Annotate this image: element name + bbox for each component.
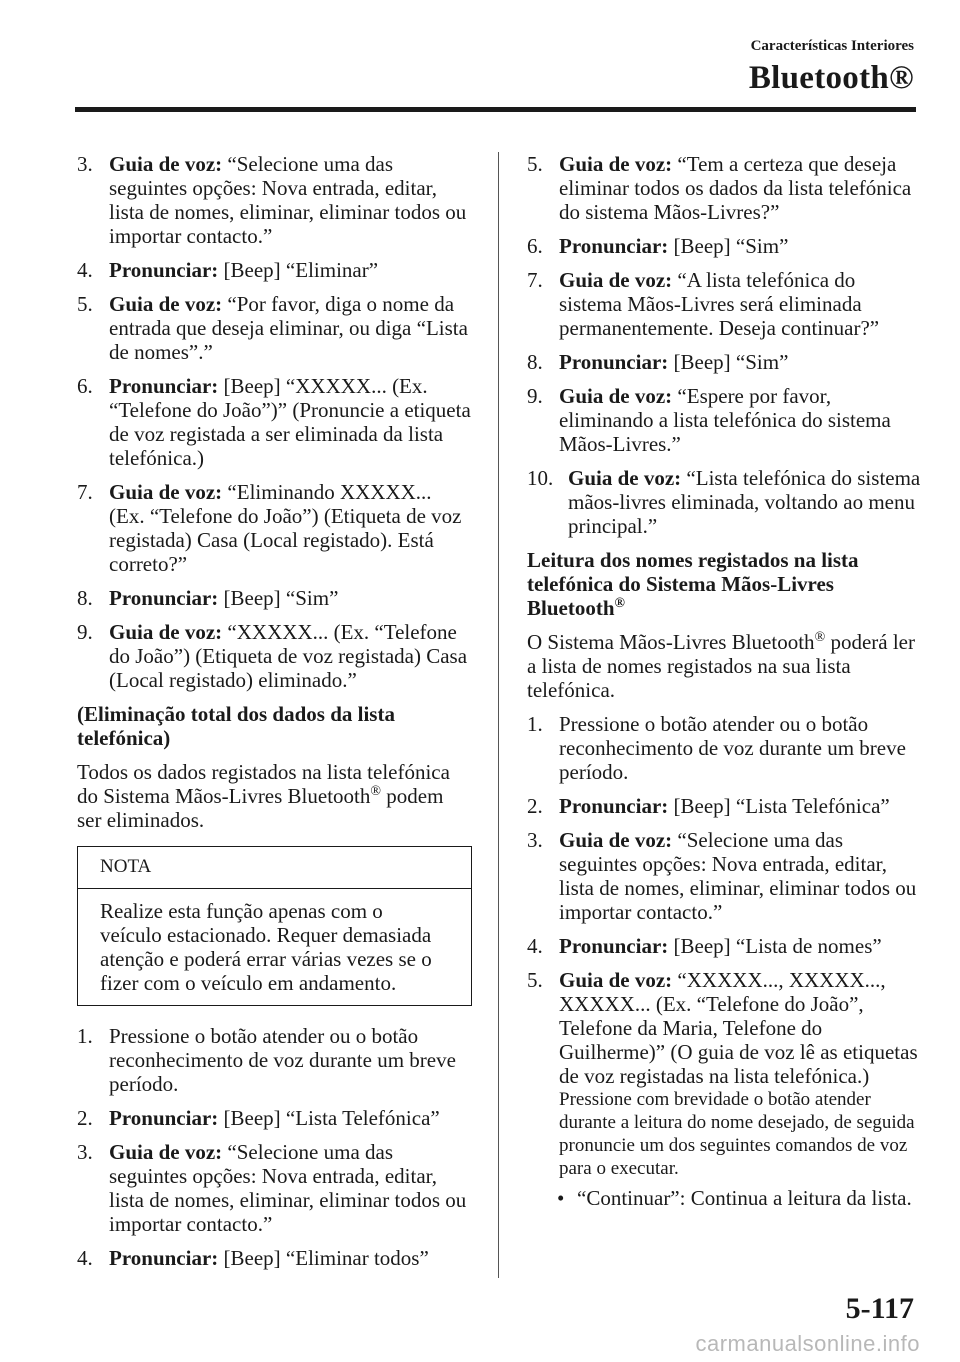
step-label: Pronunciar: [559, 934, 669, 958]
step-item [527, 234, 922, 258]
step-list-b [77, 1024, 472, 1270]
step-label: Guia de voz: [109, 1140, 223, 1164]
step-list-d [527, 712, 922, 958]
step-number: 2. [527, 794, 543, 818]
watermark: carmanualsonline.info [695, 1331, 920, 1356]
step-item [527, 268, 922, 340]
step-text: [Beep] “XXXXX... (Ex. “Telefone do João”)” (Pronuncie a etiqueta de voz registada a ser eliminada da lista telefónica.) [109, 374, 471, 470]
step-label: Pronunciar: [109, 374, 219, 398]
step-text: “Espere por favor, eliminando a lista telefónica do sistema Mãos-Livres.” [559, 384, 891, 456]
step-number: 10. [527, 466, 554, 490]
step-label: Guia de voz: [559, 268, 673, 292]
step-label: Pronunciar: [109, 1246, 219, 1270]
page-title: Bluetooth® [748, 60, 914, 96]
step-number: 8. [527, 350, 543, 374]
header-section-title: Características Interiores [750, 38, 914, 54]
header-rule [75, 107, 916, 112]
step-label: Pronunciar: [109, 586, 219, 610]
step-item [77, 1024, 472, 1096]
column-divider [498, 152, 499, 1278]
step-item [527, 794, 922, 818]
delete-all-paragraph [77, 760, 472, 832]
step-text: “XXXXX... (Ex. “Telefone do João”) (Etiqueta de voz registada) Casa (Local registado) eliminado.” [109, 620, 468, 692]
step-text: [Beep] “Lista de nomes” [668, 934, 882, 958]
step-text: Pressione o botão atender ou o botão reconhecimento de voz durante um breve período. [109, 1024, 456, 1096]
step-number: 4. [77, 1246, 93, 1270]
reading-text-b: poderá ler a lista de nomes registados na sua lista telefónica. [527, 630, 915, 702]
delete-all-text-a: Todos os dados registados na lista telefónica do Sistema Mãos-Livres Bluetooth [77, 760, 450, 808]
step-number: 6. [77, 374, 93, 398]
page-number: 5-117 [845, 1292, 914, 1325]
step-text: “Selecione uma das seguintes opções: Nova entrada, editar, lista de nomes, eliminar, eliminar todos ou importar contacto.” [109, 1140, 467, 1236]
step-text: [Beep] “Sim” [218, 586, 339, 610]
step-text: “XXXXX..., XXXXX..., XXXXX... (Ex. “Telefone do João”, Telefone da Maria, Telefone do Guilherme)” (O guia de voz lê as etiquetas de voz registadas na lista telefónica.) [559, 968, 918, 1088]
step-item [77, 586, 472, 610]
note-title: NOTA [78, 847, 471, 889]
step-item [77, 1246, 472, 1270]
step-number: 3. [77, 1140, 93, 1164]
note-box [77, 846, 472, 1006]
step-item [77, 258, 472, 282]
step-item [527, 968, 922, 1180]
step-label: Guia de voz: [559, 828, 673, 852]
step-number: 4. [527, 934, 543, 958]
step-label: Guia de voz: [109, 480, 223, 504]
step-number: 2. [77, 1106, 93, 1130]
step-number: 7. [527, 268, 543, 292]
step-item [527, 466, 922, 538]
step-text: “Eliminando XXXXX... (Ex. “Telefone do João”) (Etiqueta de voz registada) Casa (Local registado). Está correto?” [109, 480, 462, 576]
left-column [77, 152, 472, 1280]
step-label: Pronunciar: [559, 794, 669, 818]
step-item [527, 384, 922, 456]
step-label: Guia de voz: [109, 152, 223, 176]
step-number: 4. [77, 258, 93, 282]
step-number: 5. [77, 292, 93, 316]
step-number: 1. [527, 712, 543, 736]
step-label: Guia de voz: [559, 968, 673, 992]
registered-mark: ® [814, 630, 826, 645]
step-label: Pronunciar: [559, 350, 669, 374]
step-text: [Beep] “Eliminar” [218, 258, 379, 282]
step-number: 7. [77, 480, 93, 504]
step-number: 5. [527, 968, 543, 992]
step-number: 3. [527, 828, 543, 852]
step-label: Pronunciar: [109, 258, 219, 282]
step-item [527, 152, 922, 224]
step-sub-note: Pressione com brevidade o botão atender durante a leitura do nome desejado, de seguida pronuncie um dos seguintes comandos de voz para o executar. [559, 1089, 915, 1179]
step-text: [Beep] “Lista Telefónica” [668, 794, 890, 818]
step-text: “Selecione uma das seguintes opções: Nova entrada, editar, lista de nomes, eliminar, eliminar todos ou importar contacto.” [109, 152, 467, 248]
step-item [527, 828, 922, 924]
step-list-a [77, 152, 472, 692]
step-text: “Tem a certeza que deseja eliminar todos os dados da lista telefónica do sistema Mãos-Livres?” [559, 152, 912, 224]
delete-all-text-b: podem ser eliminados. [77, 784, 444, 832]
step-label: Guia de voz: [109, 292, 223, 316]
reading-heading [527, 548, 922, 620]
reading-heading-text: Leitura dos nomes registados na lista telefónica do Sistema Mãos-Livres Bluetooth [527, 548, 859, 620]
step-label: Pronunciar: [559, 234, 669, 258]
step-label: Guia de voz: [109, 620, 223, 644]
step-number: 9. [527, 384, 543, 408]
step-text: [Beep] “Eliminar todos” [218, 1246, 429, 1270]
bullet-text: “Continuar”: Continua a leitura da lista. [577, 1186, 912, 1210]
step-item [77, 1106, 472, 1130]
reading-paragraph [527, 630, 922, 702]
step-number: 9. [77, 620, 93, 644]
step-item [77, 620, 472, 692]
bullet-item [527, 1186, 922, 1210]
step-text: “A lista telefónica do sistema Mãos-Livres será eliminada permanentemente. Deseja continuar?” [559, 268, 880, 340]
step-list-c [527, 152, 922, 538]
right-column [527, 152, 922, 1210]
step-text: “Por favor, diga o nome da entrada que deseja eliminar, ou diga “Lista de nomes”.” [109, 292, 468, 364]
step-text: [Beep] “Sim” [668, 234, 789, 258]
step-number: 5. [527, 152, 543, 176]
step-number: 8. [77, 586, 93, 610]
step-item [527, 712, 922, 784]
delete-all-heading: (Eliminação total dos dados da lista telefónica) [77, 702, 395, 750]
step-item [527, 934, 922, 958]
step-item [77, 152, 472, 248]
registered-mark: ® [614, 596, 625, 611]
step-text: Pressione o botão atender ou o botão reconhecimento de voz durante um breve período. [559, 712, 906, 784]
step-label: Guia de voz: [559, 152, 673, 176]
step-item [77, 1140, 472, 1236]
step-text: “Lista telefónica do sistema mãos-livres eliminada, voltando ao menu principal.” [568, 466, 921, 538]
step-text: [Beep] “Lista Telefónica” [218, 1106, 440, 1130]
step-label: Pronunciar: [109, 1106, 219, 1130]
step-label: Guia de voz: [568, 466, 682, 490]
step-number: 1. [77, 1024, 93, 1048]
step-text: “Selecione uma das seguintes opções: Nova entrada, editar, lista de nomes, eliminar, eliminar todos ou importar contacto.” [559, 828, 917, 924]
step-item [77, 292, 472, 364]
note-body: Realize esta função apenas com o veículo estacionado. Requer demasiada atenção e poderá errar várias vezes se o fizer com o veículo em andamento. [100, 899, 432, 995]
bullet-dot: • [557, 1186, 565, 1210]
step-label: Guia de voz: [559, 384, 673, 408]
step-text: [Beep] “Sim” [668, 350, 789, 374]
step-item [77, 374, 472, 470]
step-item [527, 350, 922, 374]
step-number: 6. [527, 234, 543, 258]
reading-text-a: O Sistema Mãos-Livres Bluetooth [527, 630, 815, 654]
registered-mark: ® [370, 784, 382, 799]
step-number: 3. [77, 152, 93, 176]
step-item [77, 480, 472, 576]
